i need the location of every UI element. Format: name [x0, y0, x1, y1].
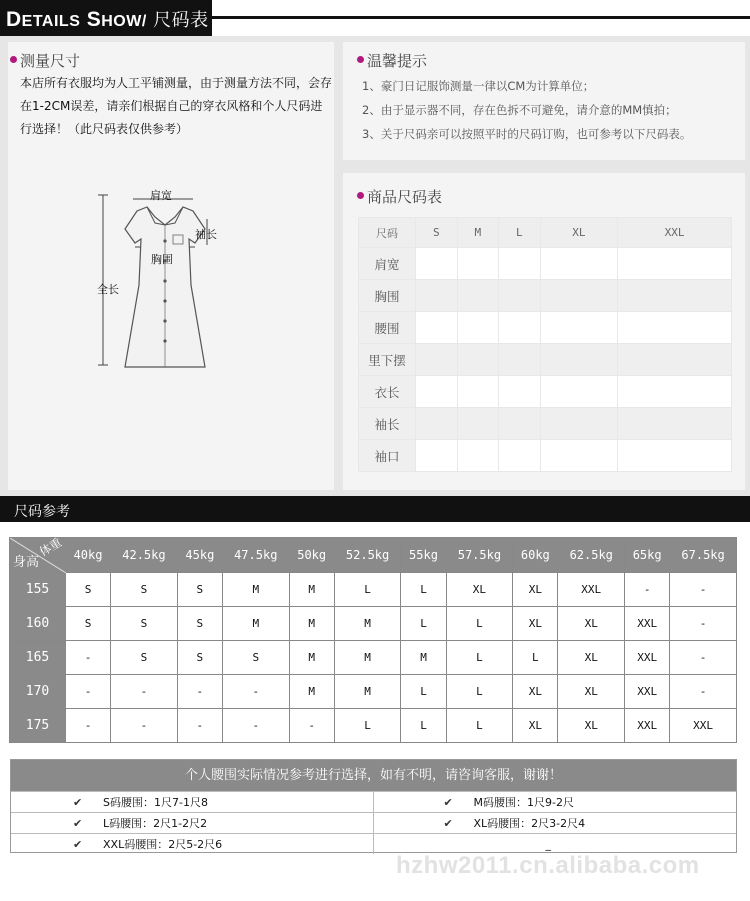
table-corner: 体重 身高	[10, 538, 66, 573]
size-cell: XL	[513, 573, 558, 607]
height-cell: 170	[10, 675, 66, 709]
size-cell: L	[446, 675, 513, 709]
check-icon: ✔	[73, 837, 83, 851]
weight-header: 62.5kg	[558, 538, 625, 573]
size-cell: -	[177, 709, 222, 743]
size-cell: -	[66, 709, 111, 743]
size-cell: -	[289, 709, 334, 743]
waist-l: L码腰围：2尺1-2尺2	[103, 817, 208, 830]
waist-row	[11, 791, 736, 812]
size-cell: M	[401, 641, 446, 675]
table-row	[10, 709, 737, 743]
table-row	[10, 573, 737, 607]
size-cell: XL	[446, 573, 513, 607]
size-cell: L	[334, 573, 401, 607]
label-sleeve: 袖长	[195, 228, 217, 241]
bullet-icon	[357, 56, 364, 63]
table-row: 胸围	[359, 280, 732, 312]
size-cell: L	[513, 641, 558, 675]
weight-header: 47.5kg	[222, 538, 289, 573]
size-cell: M	[289, 607, 334, 641]
product-size-title: 商品尺码表	[357, 186, 442, 207]
size-cell: L	[401, 709, 446, 743]
size-cell: -	[111, 709, 178, 743]
size-cell: -	[111, 675, 178, 709]
size-cell: L	[446, 641, 513, 675]
weight-header: 57.5kg	[446, 538, 513, 573]
table-header-row	[10, 538, 737, 573]
bullet-icon	[10, 56, 17, 63]
size-cell: M	[222, 573, 289, 607]
size-cell: -	[66, 641, 111, 675]
measure-description: 本店所有衣服均为人工平铺测量，由于测量方法不同，会存在1-2CM误差，请亲们根据自己的穿衣风格和个人尺码进行选择！（此尺码表仅供参考）	[20, 76, 333, 136]
size-cell: M	[289, 573, 334, 607]
size-cell: -	[670, 641, 737, 675]
page-header	[0, 0, 750, 36]
size-cell: XXL	[625, 709, 670, 743]
check-icon: ✔	[73, 795, 83, 809]
weight-header: 60kg	[513, 538, 558, 573]
bullet-icon	[357, 192, 364, 199]
header-title: DETAILS SHOW/ 尺码表	[0, 0, 212, 36]
height-cell: 155	[10, 573, 66, 607]
size-cell: S	[177, 573, 222, 607]
size-cell: XXL	[625, 607, 670, 641]
size-cell: L	[401, 607, 446, 641]
waist-empty: _	[545, 837, 551, 851]
weight-header: 65kg	[625, 538, 670, 573]
size-cell: -	[177, 675, 222, 709]
weight-header: 45kg	[177, 538, 222, 573]
size-cell: S	[111, 573, 178, 607]
weight-header: 55kg	[401, 538, 446, 573]
tip-item: 3、关于尺码亲可以按照平时的尺码订购，也可参考以下尺码表。	[362, 127, 692, 141]
size-cell: XL	[513, 607, 558, 641]
size-cell: S	[66, 573, 111, 607]
size-cell: XL	[558, 709, 625, 743]
size-cell: XXL	[558, 573, 625, 607]
size-cell: L	[401, 573, 446, 607]
waist-xl: XL码腰围：2尺3-2尺4	[473, 817, 586, 830]
label-shoulder: 肩宽	[150, 189, 172, 202]
table-row: 袖长	[359, 408, 732, 440]
tip-item: 1、豪门日记服饰测量一律以CM为计算单位；	[362, 79, 595, 93]
size-cell: -	[66, 675, 111, 709]
waist-m: M码腰围：1尺9-2尺	[473, 796, 574, 809]
size-cell: S	[177, 641, 222, 675]
table-row	[10, 607, 737, 641]
waist-xxl: XXL码腰围：2尺5-2尺6	[103, 838, 223, 851]
weight-header: 67.5kg	[670, 538, 737, 573]
height-cell: 160	[10, 607, 66, 641]
size-cell: S	[66, 607, 111, 641]
size-cell: M	[334, 675, 401, 709]
size-cell: S	[222, 641, 289, 675]
size-cell: XL	[558, 675, 625, 709]
waist-row	[11, 833, 736, 854]
size-cell: XL	[513, 709, 558, 743]
product-size-table	[358, 217, 732, 472]
size-cell: L	[446, 607, 513, 641]
dress-diagram	[95, 185, 235, 375]
size-cell: XL	[558, 607, 625, 641]
size-cell: -	[670, 573, 737, 607]
tips-title: 温馨提示	[357, 50, 427, 71]
table-row: 衣长	[359, 376, 732, 408]
measure-title: 测量尺寸	[10, 50, 80, 71]
check-icon: ✔	[73, 816, 83, 830]
size-cell: -	[670, 675, 737, 709]
table-row	[10, 641, 737, 675]
weight-header: 50kg	[289, 538, 334, 573]
table-row: 里下摆	[359, 344, 732, 376]
tips-list	[362, 74, 691, 146]
size-cell: XL	[558, 641, 625, 675]
label-chest: 胸围	[151, 253, 173, 266]
label-length: 全长	[97, 283, 119, 296]
size-cell: S	[111, 607, 178, 641]
size-cell: M	[222, 607, 289, 641]
weight-header: 42.5kg	[111, 538, 178, 573]
size-cell: S	[111, 641, 178, 675]
reference-bar: 尺码参考	[0, 496, 750, 522]
height-cell: 165	[10, 641, 66, 675]
waist-row	[11, 812, 736, 833]
size-cell: L	[334, 709, 401, 743]
watermark: hzhw2011.cn.alibaba.com	[396, 852, 700, 879]
size-cell: L	[401, 675, 446, 709]
weight-header: 52.5kg	[334, 538, 401, 573]
size-reference-table	[9, 537, 737, 743]
size-cell: XXL	[625, 641, 670, 675]
size-cell: L	[446, 709, 513, 743]
tip-item: 2、由于显示器不同，存在色拆不可避免，请介意的MM慎拍；	[362, 103, 677, 117]
size-cell: S	[177, 607, 222, 641]
table-row: 腰围	[359, 312, 732, 344]
size-cell: M	[289, 675, 334, 709]
size-cell: XXL	[670, 709, 737, 743]
check-icon: ✔	[443, 816, 453, 830]
table-row: 袖口	[359, 440, 732, 472]
height-cell: 175	[10, 709, 66, 743]
weight-header: 40kg	[66, 538, 111, 573]
header-rule	[212, 16, 750, 19]
size-cell: -	[625, 573, 670, 607]
size-cell: M	[334, 641, 401, 675]
size-cell: M	[289, 641, 334, 675]
size-cell: -	[222, 709, 289, 743]
size-cell: -	[670, 607, 737, 641]
table-row	[10, 675, 737, 709]
waist-heading: 个人腰围实际情况参考进行选择，如有不明，请咨询客服，谢谢！	[11, 760, 736, 791]
check-icon: ✔	[443, 795, 453, 809]
size-cell: XXL	[625, 675, 670, 709]
size-cell: M	[334, 607, 401, 641]
table-header-row: 尺码 S M L XL XXL	[359, 218, 732, 248]
waist-reference-box	[10, 759, 737, 853]
table-row: 肩宽	[359, 248, 732, 280]
size-cell: XL	[513, 675, 558, 709]
size-cell: -	[222, 675, 289, 709]
waist-s: S码腰围：1尺7-1尺8	[103, 796, 208, 809]
